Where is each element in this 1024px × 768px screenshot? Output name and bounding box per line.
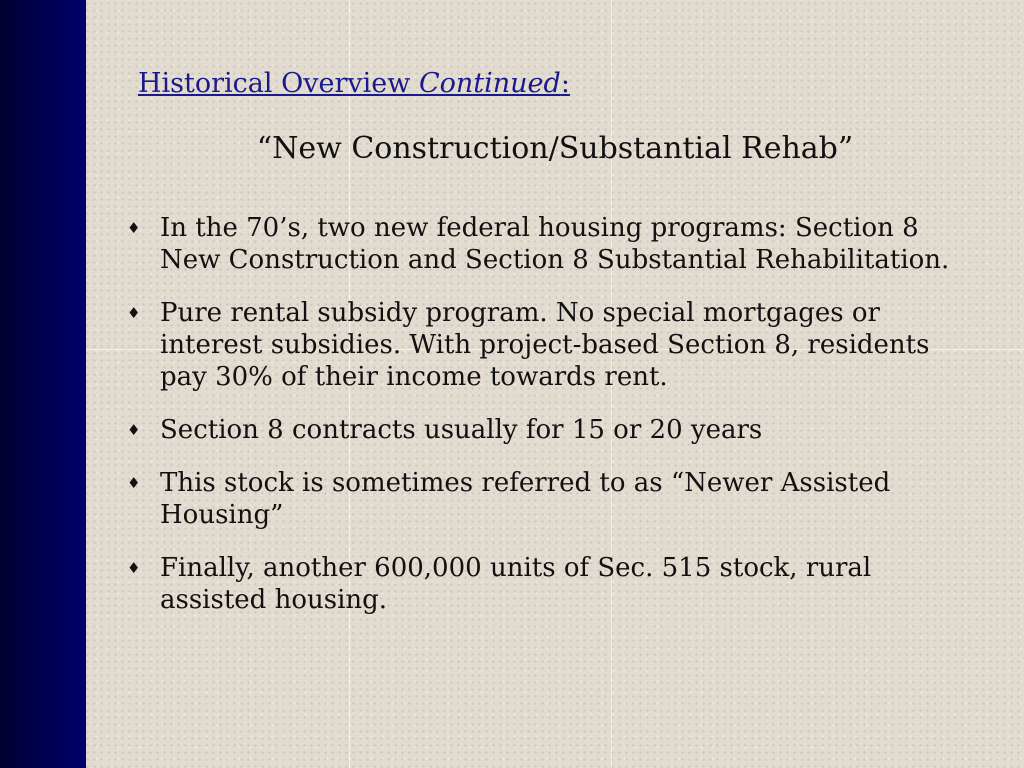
diamond-bullet-icon: ♦ (127, 304, 141, 322)
bullet-item (124, 297, 974, 393)
bullet-item (124, 414, 974, 446)
diamond-bullet-icon: ♦ (127, 559, 141, 577)
title-italic: Continued (418, 68, 561, 99)
bullet-item (124, 212, 974, 276)
bullet-text: Section 8 contracts usually for 15 or 20 years (160, 415, 763, 445)
bullet-text: Pure rental subsidy program. No special mortgages or interest subsidies. With project-based Section 8, residents pay 30% of their income towards rent. (160, 298, 930, 392)
diamond-bullet-icon: ♦ (127, 421, 141, 439)
bullet-item (124, 552, 974, 616)
bullet-text: This stock is sometimes referred to as “Newer Assisted Housing” (160, 468, 891, 530)
bullet-list (124, 212, 974, 637)
bullet-text: Finally, another 600,000 units of Sec. 515 stock, rural assisted housing. (160, 553, 872, 615)
diamond-bullet-icon: ♦ (127, 219, 141, 237)
bullet-item (124, 467, 974, 531)
diamond-bullet-icon: ♦ (127, 474, 141, 492)
slide-title (138, 68, 570, 99)
title-colon: : (560, 68, 570, 99)
sidebar-band (0, 0, 86, 768)
title-main: Historical Overview (138, 68, 419, 99)
slide-subtitle: “New Construction/Substantial Rehab” (256, 131, 854, 166)
bullet-text: In the 70’s, two new federal housing programs: Section 8 New Construction and Section 8 Substantial Rehabilitation. (160, 213, 950, 275)
